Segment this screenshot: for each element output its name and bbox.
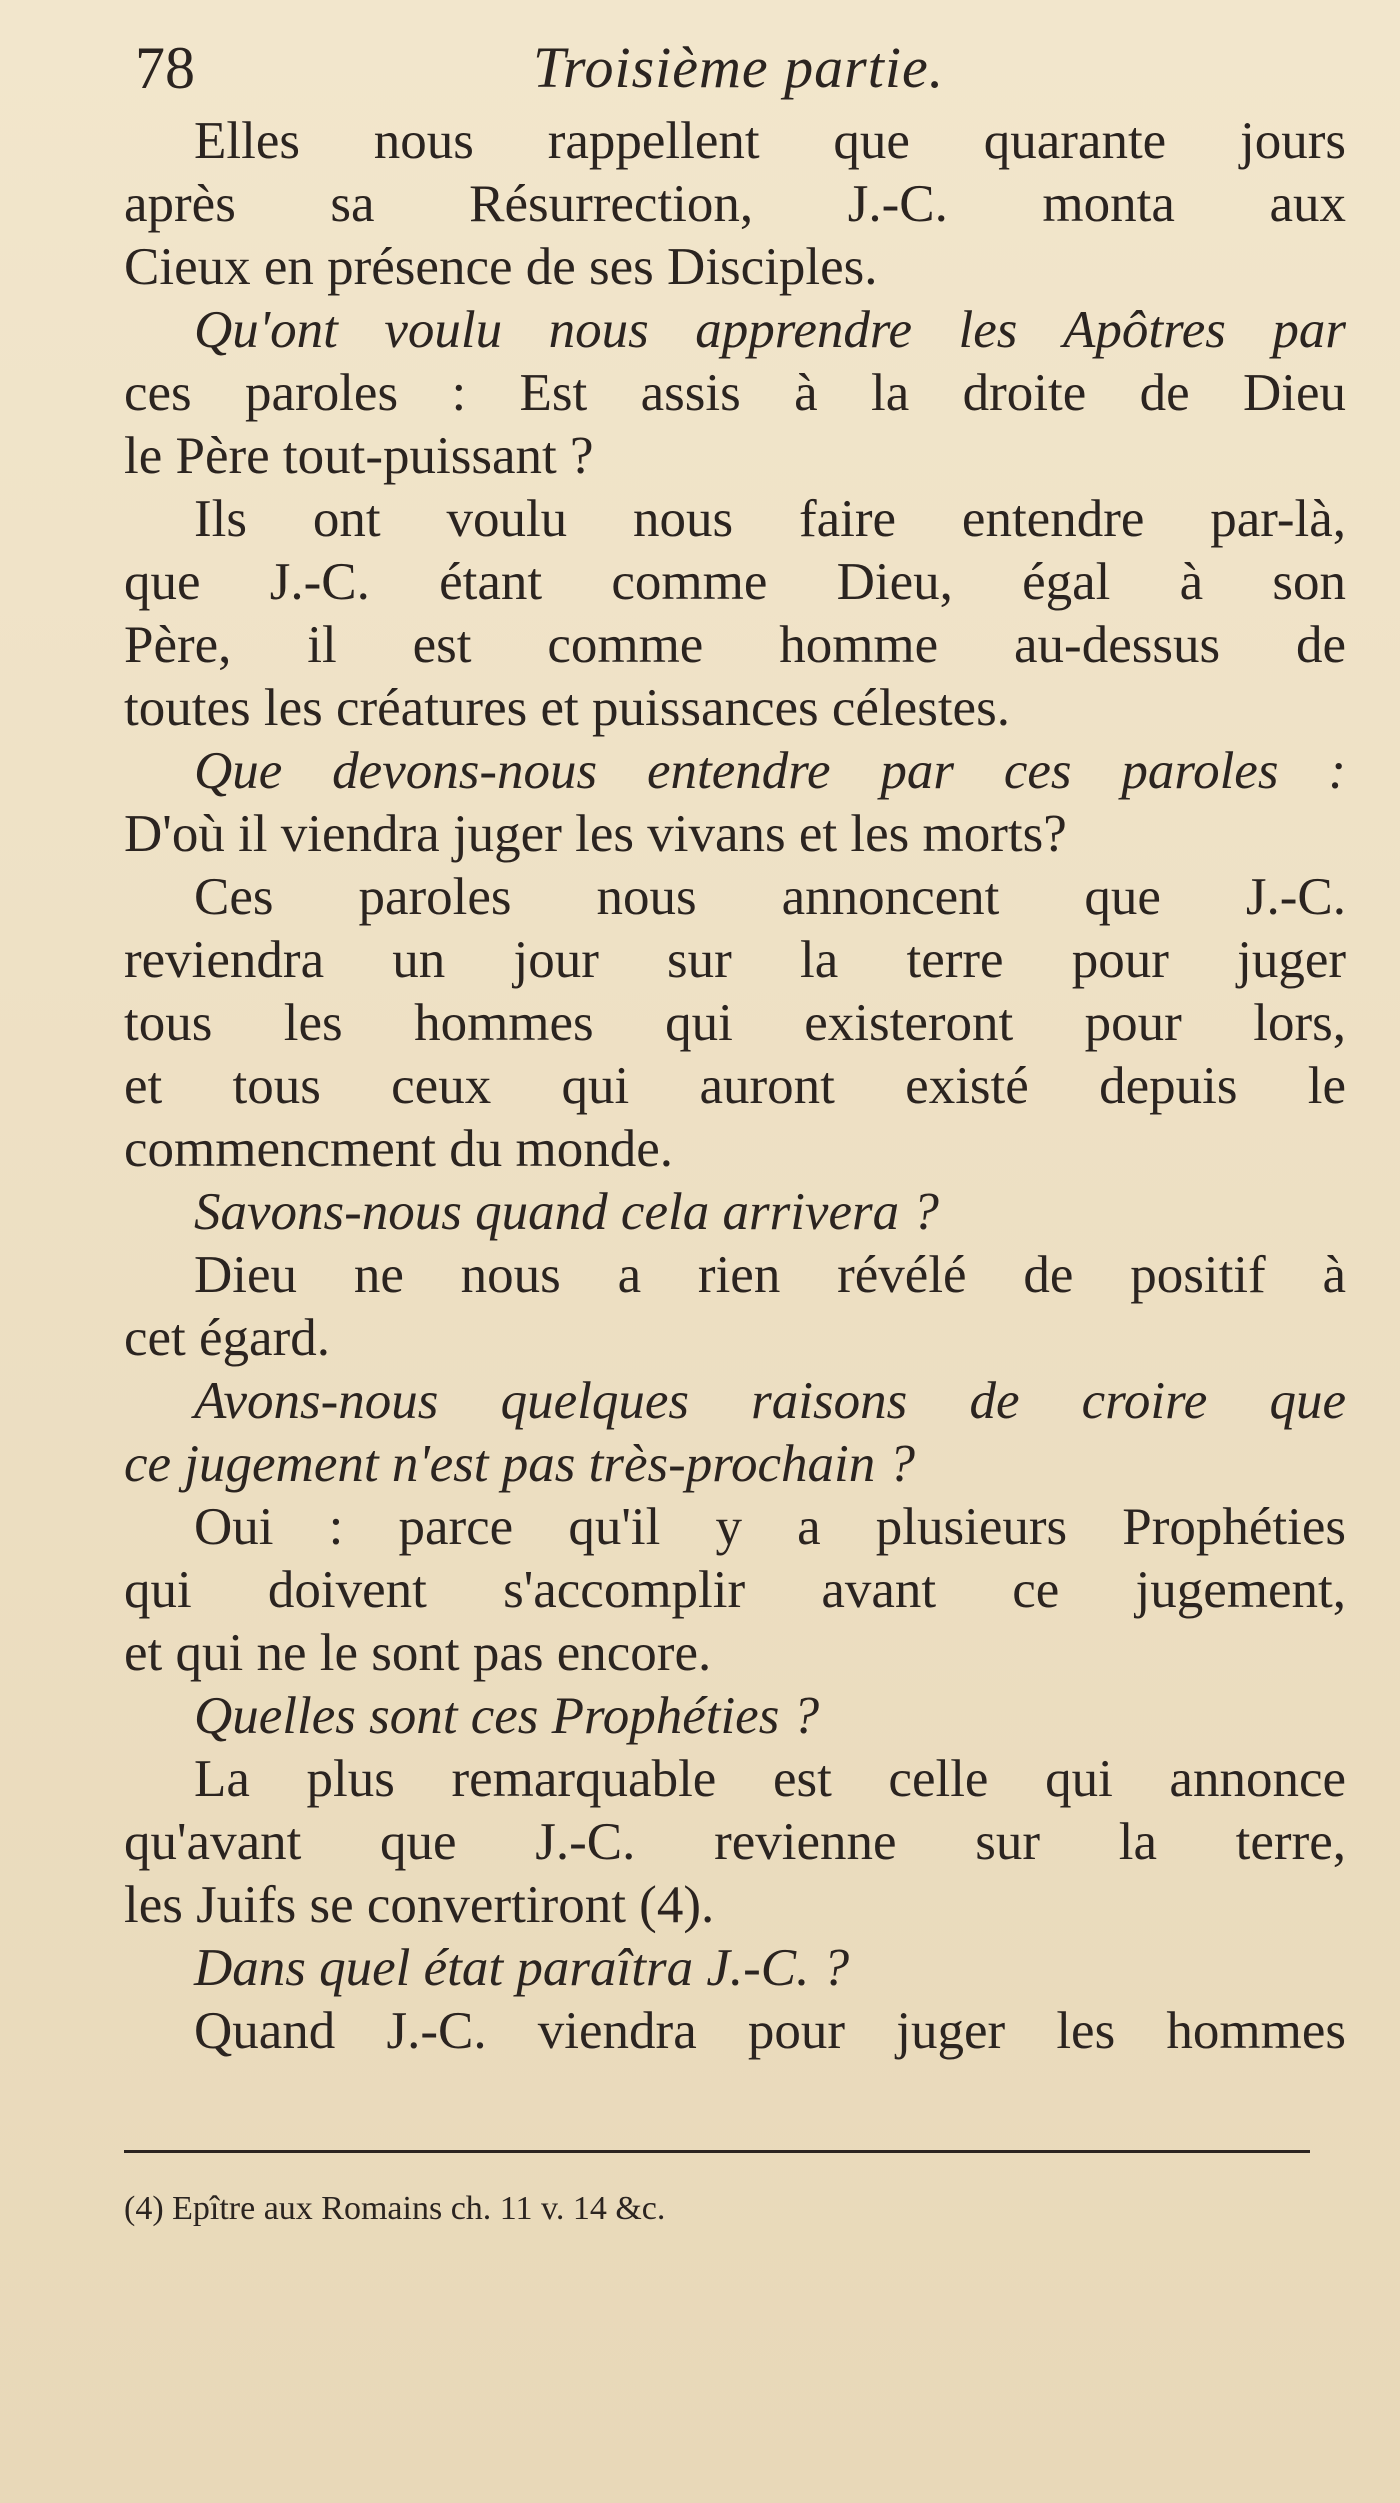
text-line: et qui ne le sont pas encore. — [124, 1624, 712, 1682]
page-header — [125, 30, 1325, 110]
page-number: 78 — [135, 35, 195, 101]
text-line: Père, il est comme homme au-dessus de — [124, 616, 1346, 674]
text-line: Elles nous rappellent que quarante jours — [194, 112, 1346, 170]
running-title: Troisième partie. — [533, 35, 945, 100]
text-line: ce jugement n'est pas très-prochain ? — [124, 1435, 915, 1493]
text-line: Ces paroles nous annoncent que J.-C. — [194, 868, 1346, 926]
text-line: reviendra un jour sur la terre pour juger — [124, 931, 1346, 989]
footnote-rule — [124, 2150, 1310, 2153]
text-line: Quand J.-C. viendra pour juger les hommes — [194, 2002, 1346, 2060]
text-line: La plus remarquable est celle qui annonce — [194, 1750, 1346, 1808]
text-line: D'où il viendra juger les vivans et les morts? — [124, 805, 1067, 863]
text-line: toutes les créatures et puissances célestes. — [124, 679, 1010, 737]
text-line: le Père tout-puissant ? — [124, 427, 594, 485]
body-text — [124, 110, 1346, 2063]
text-line: Oui : parce qu'il y a plusieurs Prophéties — [194, 1498, 1346, 1556]
footnote: (4) Epître aux Romains ch. 11 v. 14 &c. — [124, 2190, 666, 2227]
text-line: Cieux en présence de ses Disciples. — [124, 238, 878, 296]
text-line: Dans quel état paraîtra J.-C. ? — [194, 1939, 850, 1997]
text-line: Dieu ne nous a rien révélé de positif à — [194, 1246, 1346, 1304]
text-line: Ils ont voulu nous faire entendre par-là, — [194, 490, 1346, 548]
text-line: et tous ceux qui auront existé depuis le — [124, 1057, 1346, 1115]
text-line: qu'avant que J.-C. revienne sur la terre, — [124, 1813, 1346, 1871]
text-line: Qu'ont voulu nous apprendre les Apôtres par — [194, 301, 1346, 359]
text-line: Que devons-nous entendre par ces paroles : — [194, 742, 1346, 800]
text-line: après sa Résurrection, J.-C. monta aux — [124, 175, 1346, 233]
text-line: que J.-C. étant comme Dieu, égal à son — [124, 553, 1346, 611]
text-line: ces paroles : Est assis à la droite de Dieu — [124, 364, 1346, 422]
text-line: les Juifs se convertiront (4). — [124, 1876, 715, 1934]
text-line: Quelles sont ces Prophéties ? — [194, 1687, 820, 1745]
text-line: tous les hommes qui existeront pour lors, — [124, 994, 1346, 1052]
text-line: Savons-nous quand cela arrivera ? — [194, 1183, 939, 1241]
text-line: cet égard. — [124, 1309, 330, 1367]
text-line: commencment du monde. — [124, 1120, 673, 1178]
text-line: qui doivent s'accomplir avant ce jugement, — [124, 1561, 1346, 1619]
text-line: Avons-nous quelques raisons de croire que — [194, 1372, 1346, 1430]
